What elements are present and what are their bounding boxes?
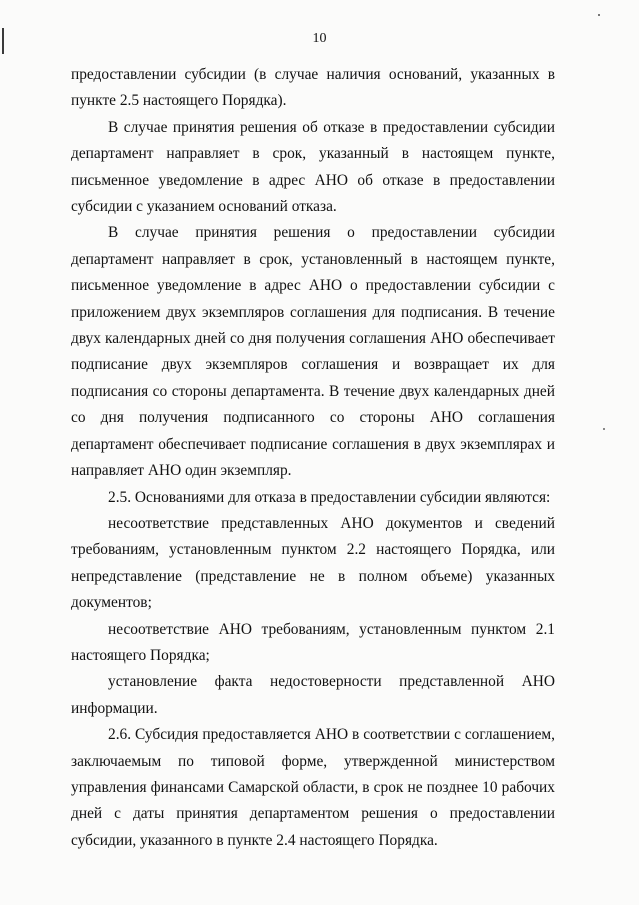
paragraph: 2.6. Субсидия предоставляется АНО в соответствии с соглашением, заключаемым по типовой форме, утвержденной министерством управления финансами Самарской области, в срок не позднее 10 рабочих дней с даты принятия департаментом решения о предоставлении субсидии, указанного в пункте 2.4 настоящего Порядка. [71,726,555,849]
paragraph: несоответствие представленных АНО документов и сведений требованиям, установленным пунктом 2.2 настоящего Порядка, или непредставление (представление не в полном объеме) указанных документов; [71,514,555,612]
paragraph: В случае принятия решения о предоставлении субсидии департамент направляет в срок, установленный в настоящем пункте, письменное уведомление в адрес АНО о предоставлении субсидии с приложением двух экземпляров соглашения для подписания. В течение двух календарных дней со дня получения соглашения АНО обеспечивает подписание двух экземпляров соглашения и возвращает их для подписания со стороны департамента. В течение двух календарных дней со дня получения подписанного со стороны АНО соглашения департамент обеспечивает подписание соглашения в двух экземплярах и направляет АНО один экземпляр. [71,224,555,480]
scan-speck [603,428,605,430]
paragraph: 2.5. Основаниями для отказа в предоставлении субсидии являются: [108,488,551,506]
paragraph: предоставлении субсидии (в случае наличия оснований, указанных в пункте 2.5 настоящего Порядка). [71,66,555,110]
paragraph: несоответствие АНО требованиям, установленным пунктом 2.1 настоящего Порядка; [71,620,555,664]
paragraph: В случае принятия решения об отказе в предоставлении субсидии департамент направляет в срок, указанный в настоящем пункте, письменное уведомление в адрес АНО об отказе в предоставлении субсидии с указанием оснований отказа. [71,118,555,216]
paragraph: установление факта недостоверности представленной АНО информации. [71,673,555,717]
scan-speck [598,14,600,16]
page-number: 10 [312,31,327,46]
document-body [71,62,555,854]
